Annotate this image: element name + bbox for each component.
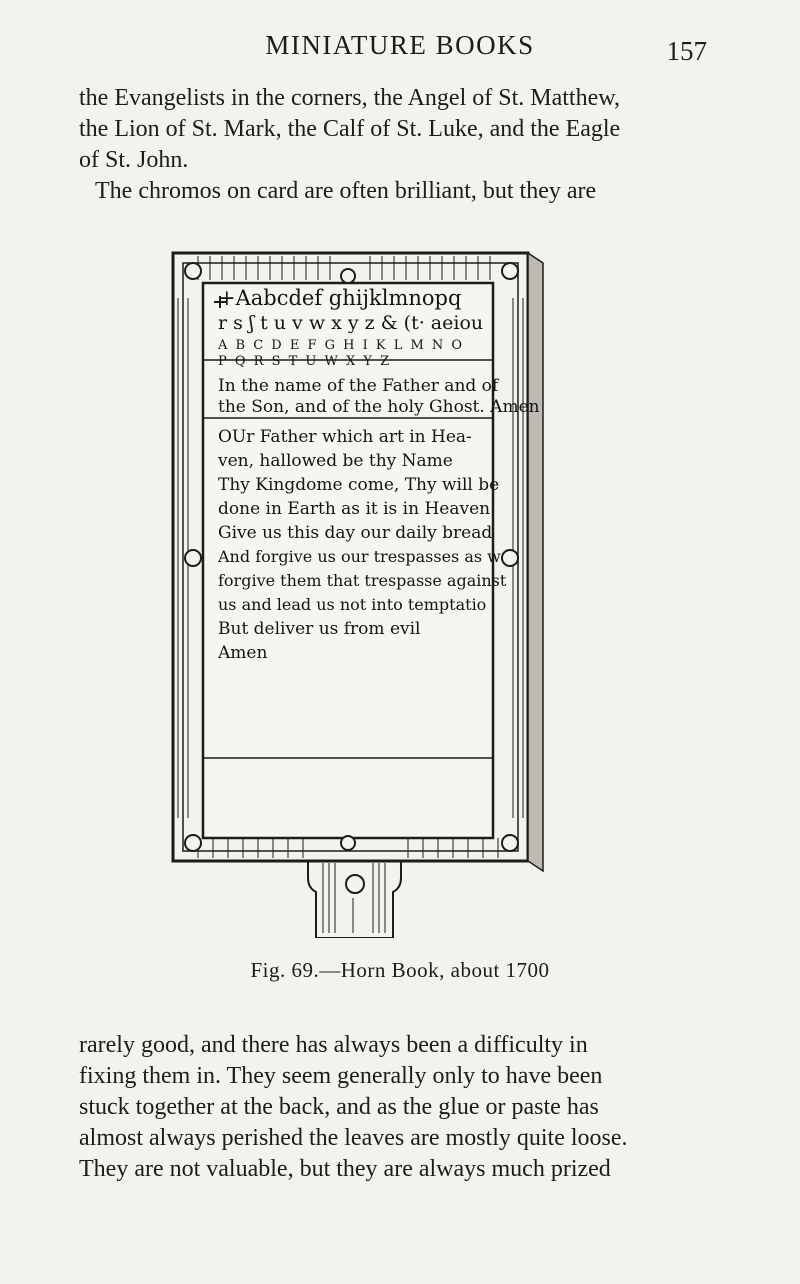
alphabet-lowercase: +Aabcdef ghijklmnopq <box>218 286 462 310</box>
prayer-line: OUr Father which art in Hea- <box>218 427 472 447</box>
prayer-line: But deliver us from evil <box>218 619 421 639</box>
text-line: of St. John. <box>79 147 189 173</box>
hornbook-handle <box>308 858 401 938</box>
prayer-line: Thy Kingdome come, Thy will be <box>218 475 500 495</box>
page-number: 157 <box>666 36 707 66</box>
prayer-line: Amen <box>218 643 268 663</box>
alphabet-uppercase: P Q R S T U W X Y Z <box>218 354 392 369</box>
text-line: the Lion of St. Mark, the Calf of St. Luke, and the Eagle <box>79 116 621 142</box>
prayer-line: done in Earth as it is in Heaven <box>218 499 491 519</box>
prayer-line: And forgive us our trespasses as w <box>218 547 501 566</box>
text-line: The chromos on card are often brilliant, but they are <box>95 178 597 204</box>
alphabet-lowercase-vowels: r s ʃ t u v w x y z & (t· aeiou <box>218 312 484 334</box>
invocation-line: In the name of the Father and of <box>218 376 499 396</box>
text-line: almost always perished the leaves are mostly quite loose. <box>79 1125 628 1151</box>
text-line: rarely good, and there has always been a difficulty in <box>79 1032 588 1058</box>
bottom-paragraph <box>79 1030 719 1185</box>
top-paragraph <box>79 83 719 207</box>
prayer-line: us and lead us not into temptatio <box>218 595 487 614</box>
alphabet-uppercase: A B C D E F G H I K L M N O <box>218 338 465 353</box>
invocation-line: the Son, and of the holy Ghost. Amen <box>218 397 540 417</box>
figure-caption: Fig. 69.—Horn Book, about 1700 <box>250 958 550 982</box>
text-line: stuck together at the back, and as the glue or paste has <box>79 1094 599 1120</box>
text-line: fixing them in. They seem generally only to have been <box>79 1063 603 1089</box>
prayer-line: ven, hallowed be thy Name <box>218 451 453 471</box>
running-head: MINIATURE BOOKS <box>265 30 535 60</box>
hornbook-figure <box>158 238 658 938</box>
prayer-line: forgive them that trespasse against <box>218 571 507 590</box>
text-line: They are not valuable, but they are always much prized <box>79 1156 611 1182</box>
text-line: the Evangelists in the corners, the Angel of St. Matthew, <box>79 85 620 111</box>
prayer-line: Give us this day our daily bread <box>218 523 493 543</box>
